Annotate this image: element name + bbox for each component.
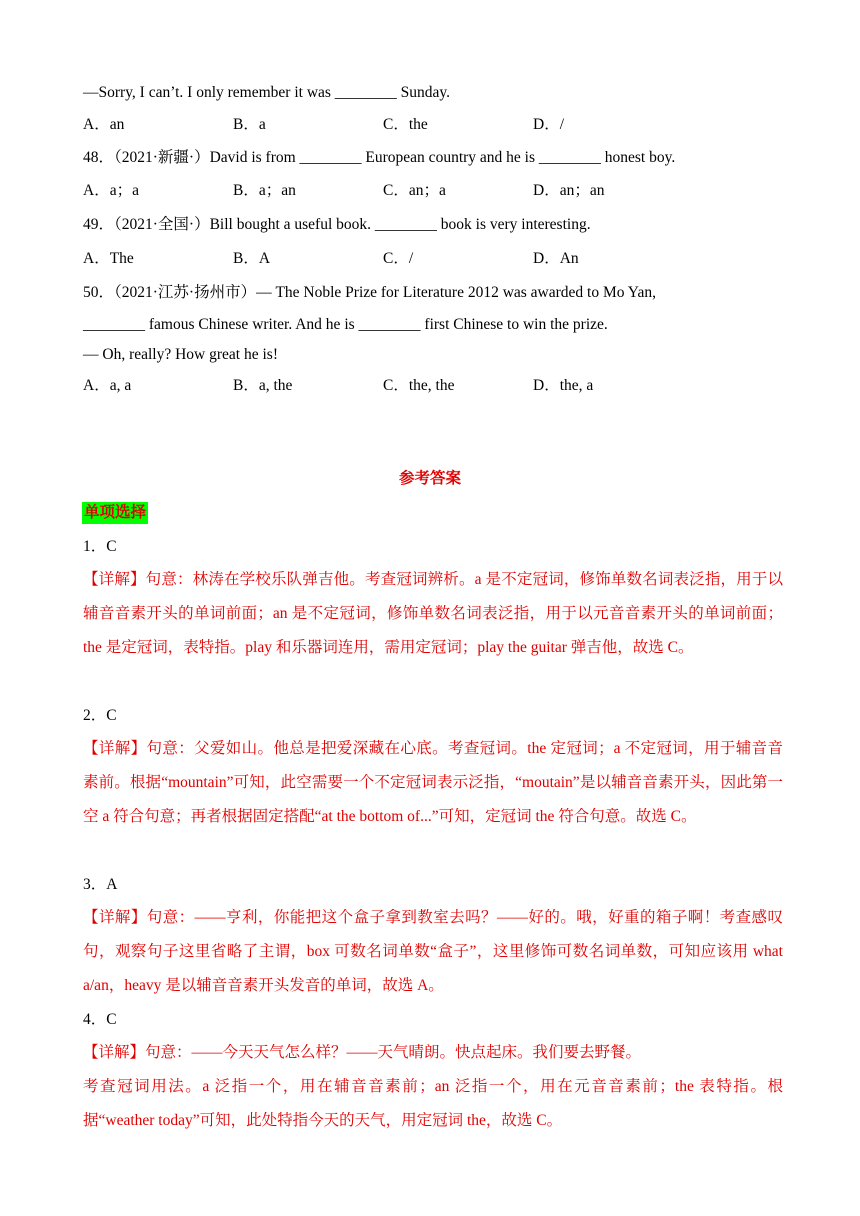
option-b: B．a <box>233 116 266 133</box>
answer-3-number: 3．A <box>83 876 118 893</box>
question-47-options <box>83 115 783 135</box>
option-d: D．the, a <box>533 377 594 394</box>
question-48-options <box>83 181 783 201</box>
answer-2-number: 2．C <box>83 707 117 724</box>
option-b: B．a；an <box>233 182 296 199</box>
answer-1-number: 1．C <box>83 538 117 555</box>
answers-heading: 参考答案 <box>398 470 461 487</box>
answer-1-explanation: 【详解】句意：林涛在学校乐队弹吉他。考查冠词辨析。a 是不定冠词，修饰单数名词表泛指，用于以辅音音素开头的单词前面；an 是不定冠词，修饰单数名词表泛指，用于以元音音素开头的单词前面；the 是定冠词，表特指。play 和乐器词连用，需用定冠词；play the guitar 弹吉他，故选 C。 <box>83 571 783 656</box>
answer-4-number: 4．C <box>83 1011 117 1028</box>
question-47-dialog: —Sorry, I can’t. I only remember it was ________ Sunday. <box>83 84 451 101</box>
answer-4-explanation-line-1: 【详解】句意：——今天天气怎么样？——天气晴朗。快点起床。我们要去野餐。 <box>83 1044 642 1061</box>
option-c: C．an；a <box>383 182 446 199</box>
option-c: C．the <box>383 116 428 133</box>
option-c: C．/ <box>383 250 414 267</box>
option-d: D．/ <box>533 116 565 133</box>
option-b: B．a, the <box>233 377 293 394</box>
option-d: D．An <box>533 250 579 267</box>
option-a: A．a；a <box>83 182 139 199</box>
option-c: C．the, the <box>383 377 455 394</box>
option-d: D．an；an <box>533 182 605 199</box>
option-a: A．an <box>83 116 125 133</box>
answer-4-explanation: 考查冠词用法。a 泛指一个，用在辅音音素前；an 泛指一个，用在元音音素前；the 表特指。根据“weather today”可知，此处特指今天的天气，用定冠词 the，故选 C。 <box>83 1078 783 1129</box>
question-50-text-line-2: ________ famous Chinese writer. And he is ________ first Chinese to win the prize. <box>83 316 608 333</box>
question-50-text-line-1: 50．（2021·江苏·扬州市）— The Noble Prize for Literature 2012 was awarded to Mo Yan, <box>83 284 656 301</box>
question-50-text-line-3: — Oh, really? How great he is! <box>83 346 278 363</box>
question-50-options <box>83 376 783 396</box>
section-label: 单项选择 <box>82 502 148 524</box>
question-49-text: 49．（2021·全国·）Bill bought a useful book. ________ book is very interesting. <box>83 216 591 233</box>
question-49-options <box>83 249 783 269</box>
question-48-text: 48．（2021·新疆·）David is from ________ European country and he is ________ honest boy. <box>83 149 676 166</box>
answer-2-explanation: 【详解】句意：父爱如山。他总是把爱深藏在心底。考查冠词。the 定冠词；a 不定冠词，用于辅音音素前。根据“mountain”可知，此空需要一个不定冠词表示泛指，“moutain”是以辅音音素开头，因此第一空 a 符合句意；再者根据固定搭配“at the bottom of...”可知，定冠词 the 符合句意。故选 C。 <box>83 740 783 825</box>
option-a: A．The <box>83 250 134 267</box>
option-b: B．A <box>233 250 271 267</box>
option-a: A．a, a <box>83 377 132 394</box>
answer-3-explanation: 【详解】句意：——亨利，你能把这个盒子拿到教室去吗？——好的。哦，好重的箱子啊！考查感叹句，观察句子这里省略了主谓，box 可数名词单数“盒子”，这里修饰可数名词单数，可知应该用 what a/an，heavy 是以辅音音素开头发音的单词，故选 A。 <box>83 909 783 994</box>
